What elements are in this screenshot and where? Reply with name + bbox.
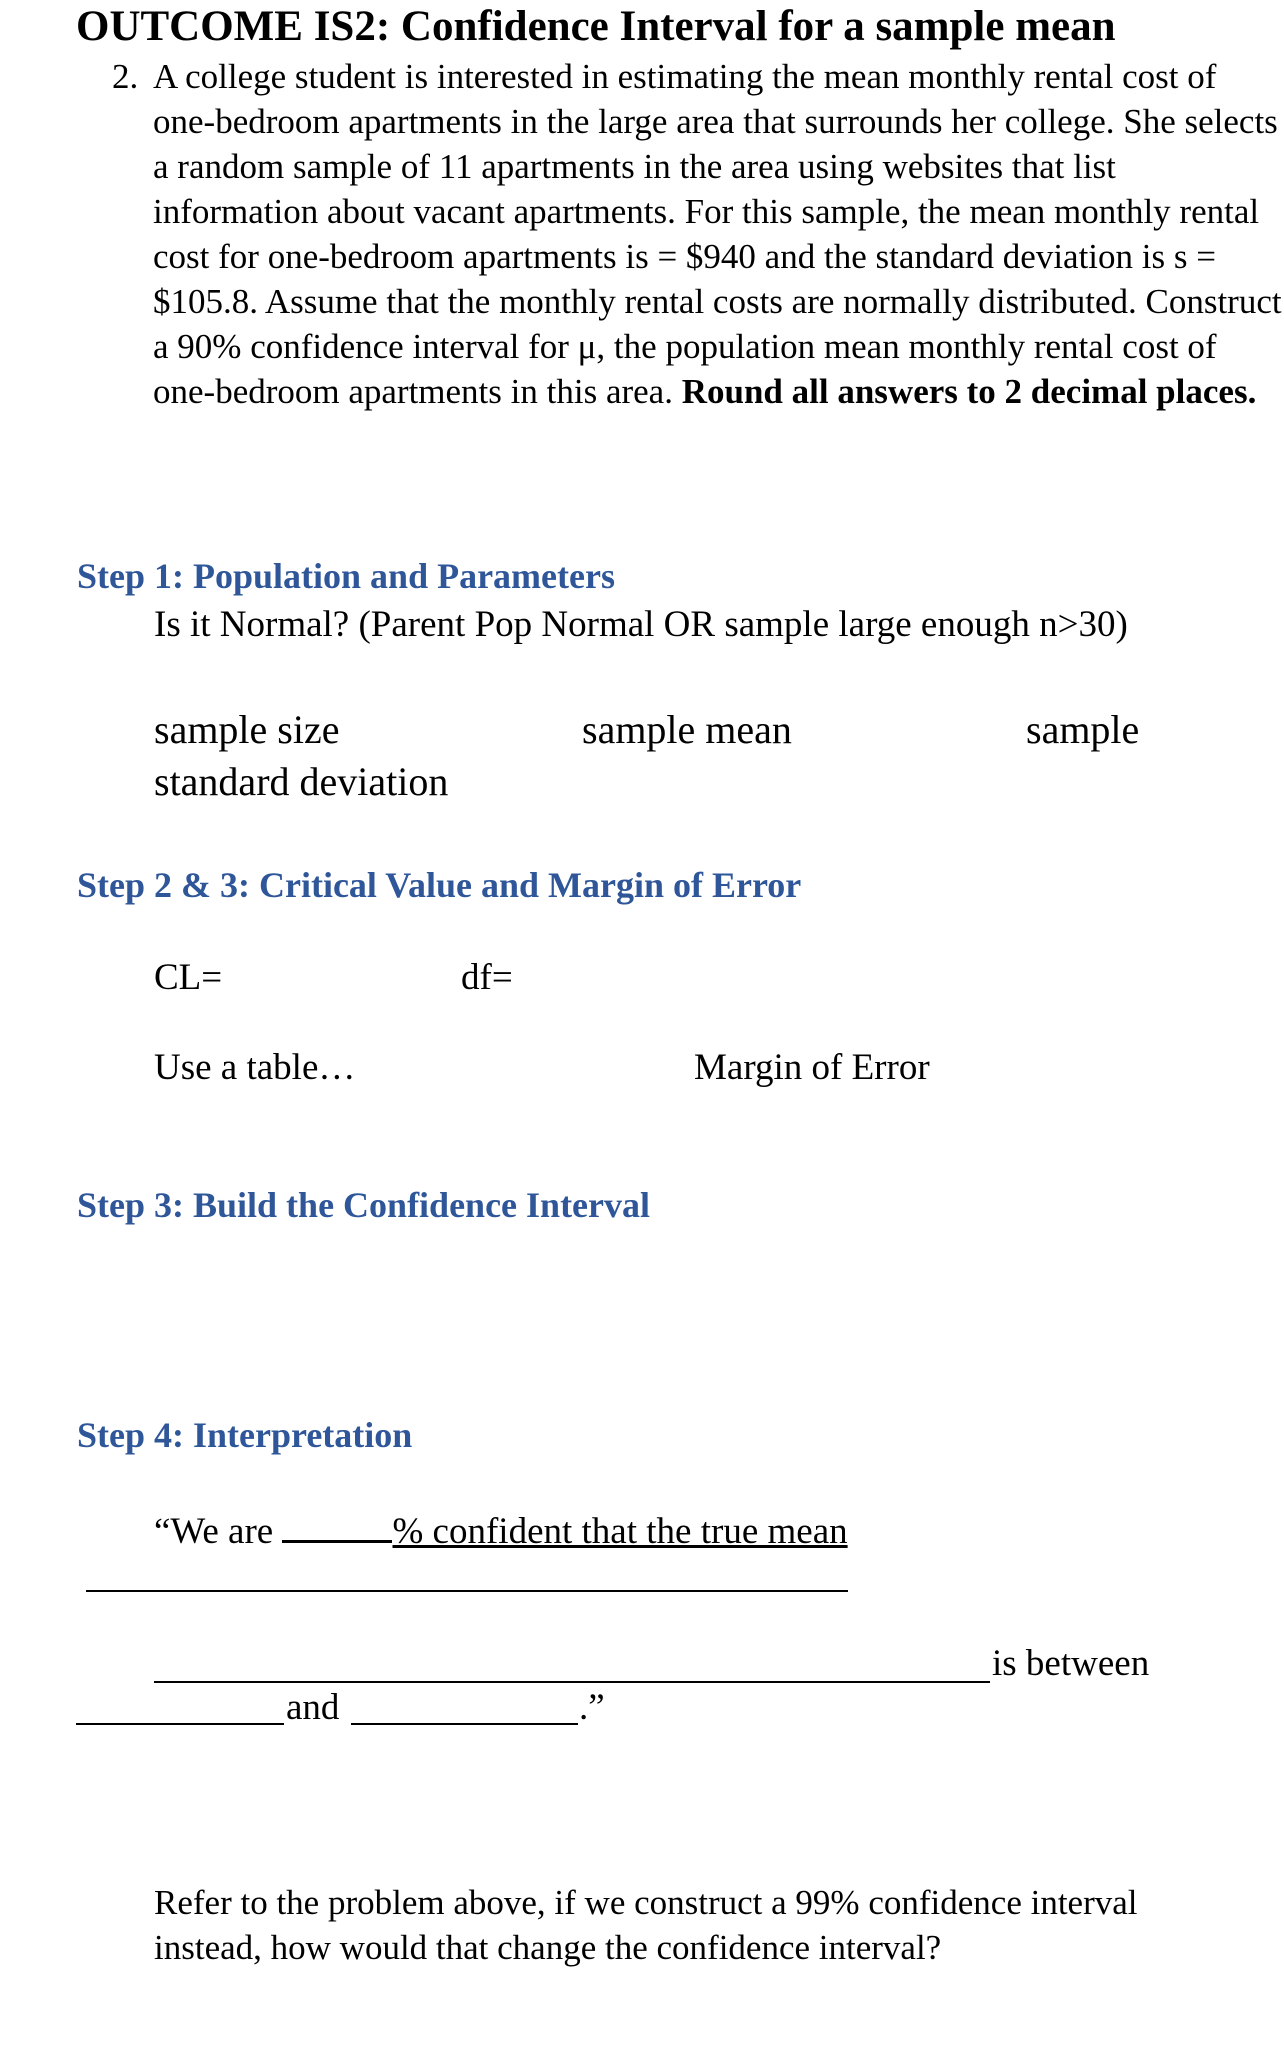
df-label: df= (461, 957, 513, 998)
we-are-text: “We are (154, 1511, 274, 1552)
sample-label: sample (1026, 707, 1140, 752)
followup-question: Refer to the problem above, if we construct a 99% confidence interval instead, how would that change the confidence interval? (154, 1883, 1138, 1967)
is-between-text: is between (992, 1643, 1150, 1684)
confidence-level-blank[interactable] (282, 1506, 392, 1543)
step2-heading: Step 2 & 3: Critical Value and Margin of Error (77, 865, 802, 905)
problem-text: A college student is interested in estimating the mean monthly rental cost of one-bedroom apartments in the large area that surrounds her college. She selects a random sample of 11 apartments in the area using websites that list information about vacant apartments. For this sample, the mean monthly rental cost for one-bedroom apartments is = $940 and the standard deviation is s = $105.8. Assume that the monthly rental costs are normally distributed. Construct a 90% confidence interval for μ, the population mean monthly rental cost of one-bedroom apartments in this area. (153, 57, 1282, 411)
step1-heading: Step 1: Population and Parameters (77, 556, 615, 596)
lower-bound-blank[interactable] (76, 1723, 284, 1725)
normal-question: Is it Normal? (Parent Pop Normal OR sample large enough n>30) (154, 604, 1128, 645)
interpretation-line-1 (154, 1506, 848, 1553)
step3-heading: Step 3: Build the Confidence Interval (77, 1185, 651, 1225)
closing-quote: .” (579, 1687, 605, 1728)
and-text: and (286, 1687, 340, 1728)
problem-body (153, 54, 1282, 414)
page-title: OUTCOME IS2: Confidence Interval for a sample mean (76, 3, 1116, 50)
sample-mean-label: sample mean (582, 707, 792, 752)
upper-bound-blank[interactable] (351, 1723, 578, 1725)
cl-label: CL= (154, 957, 223, 998)
blank-rule[interactable] (86, 1590, 848, 1592)
percent-confident-text: % confident that the true mean (392, 1511, 848, 1552)
problem-statement (112, 54, 1282, 414)
rounding-instruction: Round all answers to 2 decimal places. (681, 372, 1257, 411)
standard-deviation-label: standard deviation (154, 759, 449, 804)
sample-size-label: sample size (154, 707, 340, 752)
use-table-label: Use a table… (154, 1047, 356, 1088)
step4-heading: Step 4: Interpretation (77, 1415, 413, 1455)
margin-of-error-label: Margin of Error (694, 1047, 930, 1088)
parameter-description-blank[interactable] (154, 1681, 990, 1683)
problem-number: 2. (112, 57, 139, 96)
